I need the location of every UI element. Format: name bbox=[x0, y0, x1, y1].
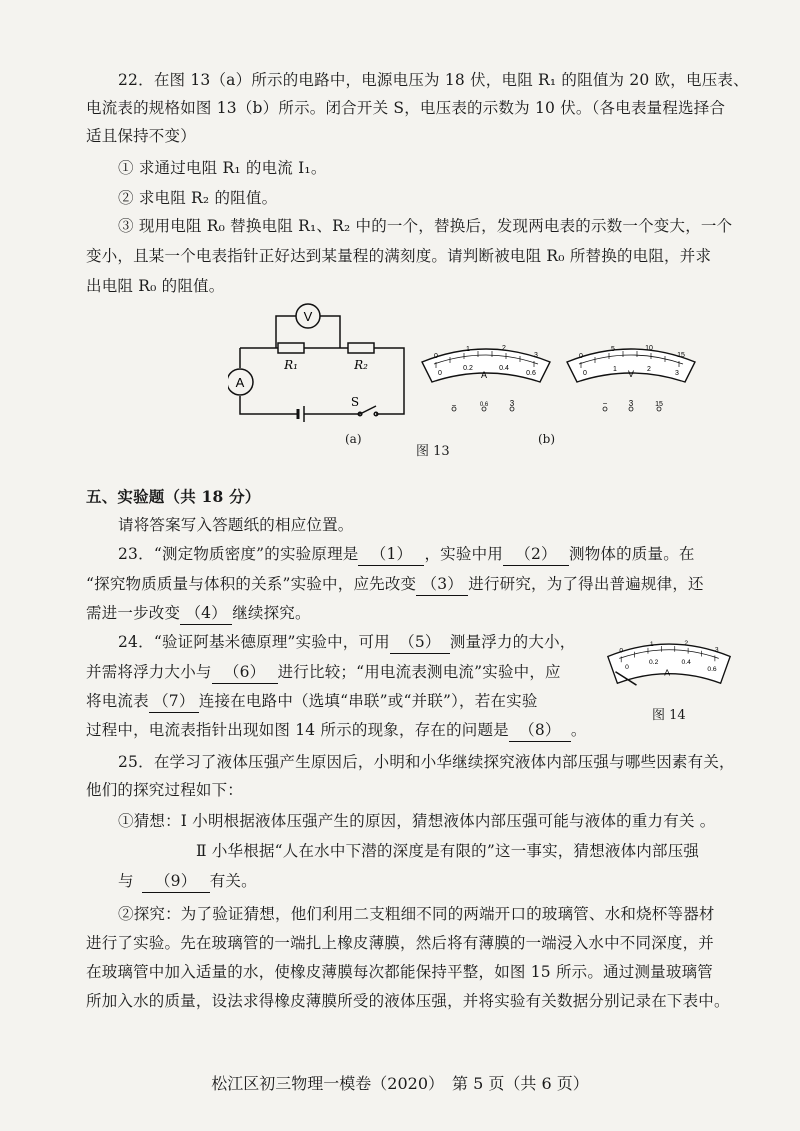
voltmeter-terminal-15: 15 bbox=[655, 401, 663, 408]
ammeter-unit: A bbox=[480, 370, 488, 380]
fig14-bottom-2: 0.4 bbox=[681, 659, 691, 667]
ammeter-top-0: 0 bbox=[434, 353, 438, 360]
q23-line3 bbox=[86, 602, 311, 625]
voltmeter-terminal-neg: − bbox=[602, 399, 608, 408]
ammeter-top-1: 1 bbox=[466, 346, 470, 353]
q24-text-c: 测量浮力的大小， bbox=[449, 633, 576, 651]
ammeter-terminal-neg: − bbox=[451, 401, 457, 410]
q23-text-e: “探究物质质量与体积的关系”实验中，应先改变 bbox=[86, 575, 417, 593]
fig14-caption: 图 14 bbox=[652, 708, 686, 723]
q22-sub1: ① 求通过电阻 R₁ 的电流 I₁。 bbox=[118, 159, 327, 177]
voltmeter-top-0: 0 bbox=[579, 353, 583, 360]
section5-note: 请将答案写入答题纸的相应位置。 bbox=[118, 516, 354, 534]
fig14-top-2: 2 bbox=[684, 640, 689, 648]
ammeter-terminal-0-6: 0.6 bbox=[479, 402, 489, 408]
fig14-top-0: 0 bbox=[619, 647, 624, 655]
q23-line2 bbox=[86, 573, 704, 596]
q24-blank-5: （5） bbox=[390, 631, 450, 654]
ammeter-bottom-2: 0.4 bbox=[499, 365, 509, 372]
ammeter-terminal-3: 3 bbox=[509, 399, 515, 408]
fig14-top-3: 3 bbox=[714, 646, 719, 654]
q24-blank-6: （6） bbox=[212, 661, 278, 684]
q24-line1 bbox=[118, 631, 575, 654]
q24-blank-7: （7） bbox=[149, 690, 199, 713]
q24-text-i: 。 bbox=[570, 721, 587, 739]
fig14-bottom-3: 0.6 bbox=[707, 665, 717, 673]
q24-text-e: 进行比较；“用电流表测电流”实验中，应 bbox=[277, 663, 561, 681]
q25-line2: 他们的探究过程如下： bbox=[86, 781, 244, 799]
q25-blank-9: （9） bbox=[142, 870, 210, 893]
voltmeter-symbol: V bbox=[303, 309, 313, 324]
q23-text-a: 23．“测定物质密度”的实验原理是 bbox=[118, 545, 359, 563]
q25-explore3: 在玻璃管中加入适量的水，使橡皮薄膜每次都能保持平整，如图 15 所示。通过测量玻璃管 bbox=[86, 963, 713, 981]
q23-text-g: 需进一步改变 bbox=[86, 604, 181, 622]
q24-text-f: 将电流表 bbox=[86, 692, 149, 710]
voltmeter-dial bbox=[563, 342, 699, 412]
ammeter-dial bbox=[418, 342, 554, 412]
fig14-bottom-0: 0 bbox=[625, 663, 629, 671]
q23-text-f: 进行研究，为了得出普遍规律，还 bbox=[468, 575, 704, 593]
q23-text-c: ，实验中用 bbox=[424, 545, 503, 563]
fig14-bottom-1: 0.2 bbox=[649, 659, 659, 667]
voltmeter-unit: V bbox=[627, 369, 635, 379]
voltmeter-bottom-3: 3 bbox=[675, 370, 679, 377]
ammeter-bottom-1: 0.2 bbox=[463, 365, 473, 372]
q22-sub3-line3: 出电阻 R₀ 的阻值。 bbox=[86, 277, 225, 295]
fig13-caption: 图 13 bbox=[416, 444, 450, 459]
q23-blank-2: （2） bbox=[503, 543, 569, 566]
q22-line2: 电流表的规格如图 13（b）所示。闭合开关 S，电压表的示数为 10 伏。（各电表量程选择合 bbox=[86, 99, 726, 117]
voltmeter-bottom-0: 0 bbox=[583, 370, 587, 377]
q24-line4 bbox=[86, 719, 587, 742]
ammeter-top-2: 2 bbox=[502, 345, 506, 352]
q22-line3: 适且保持不变） bbox=[86, 127, 196, 145]
q22-sub2: ② 求电阻 R₂ 的阻值。 bbox=[118, 189, 278, 207]
ammeter-top-3: 3 bbox=[534, 352, 538, 359]
q23-blank-3: （3） bbox=[416, 573, 468, 596]
q23-blank-4: （4） bbox=[180, 602, 232, 625]
q25-text-g3a: 与 bbox=[118, 872, 134, 890]
ammeter-bottom-3: 0.6 bbox=[526, 370, 536, 377]
q25-explore4: 所加入水的质量，设法求得橡皮薄膜所受的液体压强，并将实验有关数据分别记录在下表中。 bbox=[86, 992, 730, 1010]
q25-line1: 25．在学习了液体压强产生原因后，小明和小华继续探究液体内部压强与哪些因素有关， bbox=[118, 753, 735, 771]
voltmeter-terminal-3: 3 bbox=[628, 399, 634, 408]
ammeter-bottom-0: 0 bbox=[438, 370, 442, 377]
q25-guess2: Ⅱ 小华根据“人在水中下潜的深度是有限的”这一事实，猜想液体内部压强 bbox=[196, 842, 700, 860]
q22-sub3-line1: ③ 现用电阻 R₀ 替换电阻 R₁、R₂ 中的一个，替换后，发现两电表的示数一个变大，一个 bbox=[118, 217, 733, 235]
q25-explore2: 进行了实验。先在玻璃管的一端扎上橡皮薄膜，然后将有薄膜的一端浸入水中不同深度，并 bbox=[86, 934, 715, 952]
q24-blank-8: （8） bbox=[509, 719, 571, 742]
r1-label: R₁ bbox=[284, 358, 298, 372]
fig14-unit: A bbox=[664, 667, 670, 678]
q24-text-g: 连接在电路中（选填“串联”或“并联”），若在实验 bbox=[198, 692, 538, 710]
section5-title: 五、实验题（共 18 分） bbox=[86, 487, 261, 506]
q24-text-d: 并需将浮力大小与 bbox=[86, 663, 212, 681]
voltmeter-bottom-1: 1 bbox=[613, 366, 617, 373]
q25-guess1: ①猜想：Ⅰ 小明根据液体压强产生的原因，猜想液体内部压强可能与液体的重力有关 。 bbox=[118, 812, 716, 830]
q22-sub3-line2: 变小，且某一个电表指针正好达到某量程的满刻度。请判断被电阻 R₀ 所替换的电阻，并求 bbox=[86, 247, 712, 265]
fig14-ammeter-dial bbox=[604, 636, 734, 698]
q23-blank-1: （1） bbox=[358, 543, 424, 566]
circuit-diagram bbox=[228, 298, 418, 458]
q24-text-a: 24．“验证阿基米德原理”实验中，可用 bbox=[118, 633, 390, 651]
q24-line3 bbox=[86, 690, 538, 713]
fig13-label-a: (a) bbox=[345, 432, 362, 446]
q25-guess2-cont bbox=[118, 870, 257, 893]
voltmeter-top-1: 5 bbox=[611, 346, 615, 353]
q23-text-h: 继续探究。 bbox=[232, 604, 311, 622]
q25-text-g3b: 有关。 bbox=[209, 872, 257, 890]
page-footer: 松江区初三物理一模卷（2020） 第 5 页（共 6 页） bbox=[211, 1074, 589, 1093]
q23-line1 bbox=[118, 543, 695, 566]
q23-text-d: 测物体的质量。在 bbox=[569, 545, 695, 563]
r2-label: R₂ bbox=[354, 358, 368, 372]
voltmeter-bottom-2: 2 bbox=[647, 366, 651, 373]
q24-line2 bbox=[86, 661, 561, 684]
voltmeter-top-3: 15 bbox=[677, 352, 685, 359]
fig13-label-b: (b) bbox=[538, 432, 556, 446]
fig14-top-1: 1 bbox=[649, 640, 654, 648]
switch-label: S bbox=[350, 395, 360, 409]
q24-text-h: 过程中，电流表指针出现如图 14 所示的现象，存在的问题是 bbox=[86, 721, 509, 739]
q25-explore1: ②探究：为了验证猜想，他们利用二支粗细不同的两端开口的玻璃管、水和烧杯等器材 bbox=[118, 905, 715, 923]
q22-line1: 22．在图 13（a）所示的电路中，电源电压为 18 伏，电阻 R₁ 的阻值为 20 欧，电压表、 bbox=[118, 71, 749, 89]
ammeter-symbol: A bbox=[235, 375, 245, 390]
voltmeter-top-2: 10 bbox=[645, 345, 653, 352]
